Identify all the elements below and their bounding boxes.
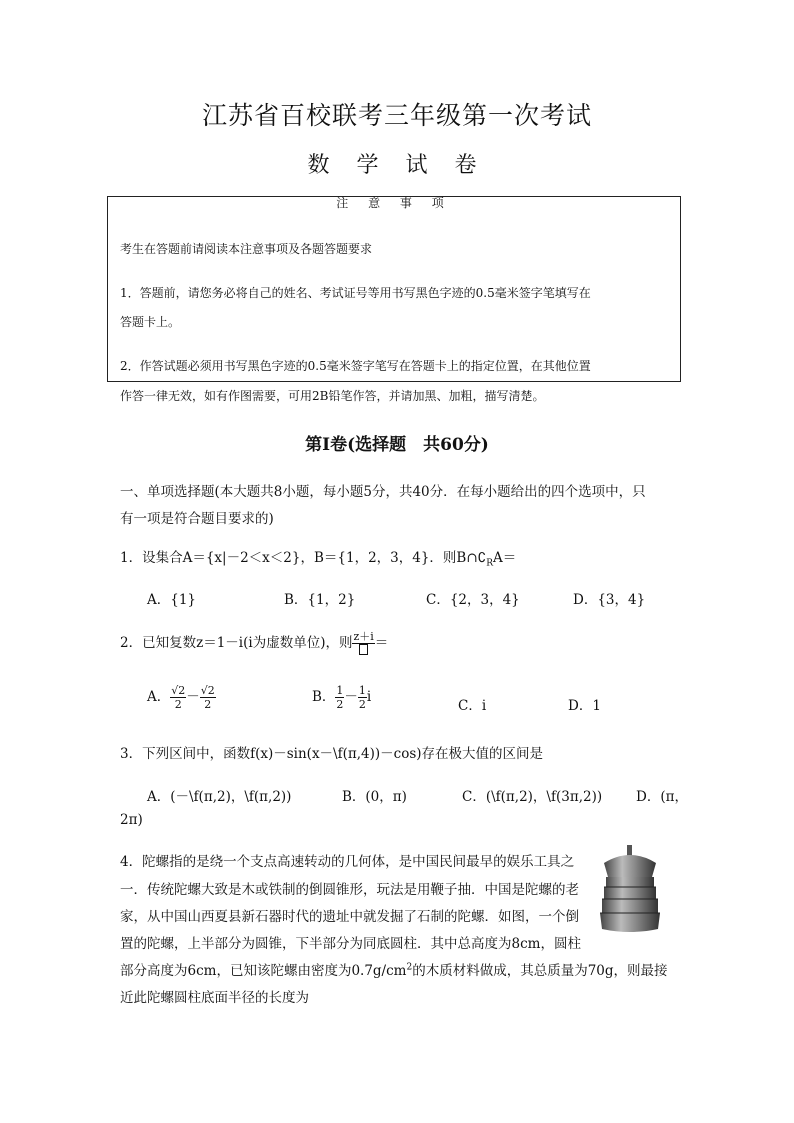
missing-glyph-box xyxy=(359,644,368,655)
q4-line-4: 置的陀螺，上半部分为圆锥，下半部分为同底圆柱．其中总高度为8cm，圆柱 xyxy=(120,936,581,952)
q2-option-a-frac-2 xyxy=(200,684,216,711)
q1-option-c: C．{2，3，4} xyxy=(426,592,520,608)
q2-option-b-frac-1-num: 1 xyxy=(336,684,344,697)
q1-option-b: B．{1，2} xyxy=(284,592,356,608)
notice-item-1-line-1: 1．答题前，请您务必将自己的姓名、考试证号等用书写黑色字迹的0.5毫米签字笔填写在 xyxy=(120,286,591,300)
q1-option-a: A．{1} xyxy=(147,592,197,608)
q2-option-b-frac-1-den: 2 xyxy=(336,698,344,711)
part1-instruction-line-1: 一、单项选择题(本大题共8小题，每小题5分，共40分．在每小题给出的四个选项中，只 xyxy=(120,484,646,500)
q2-option-b-frac-2-den: 2 xyxy=(358,698,366,711)
q2-stem-end: ＝ xyxy=(374,635,389,651)
exam-title: 江苏省百校联考三年级第一次考试 xyxy=(201,101,592,130)
q1-stem-c: A＝ xyxy=(493,550,517,566)
q2-fraction-denominator xyxy=(352,644,374,657)
exam-subtitle: 数 学 试 卷 xyxy=(307,153,487,178)
q2-option-b-frac-2 xyxy=(358,684,367,711)
q2-option-a-frac-1-num: √2 xyxy=(171,684,186,697)
q3-option-c: C．(\f(π,2)，\f(3π,2)) xyxy=(462,789,603,805)
q4-line-3: 家，从中国山西夏县新石器时代的遗址中就发掘了石制的陀螺．如图，一个倒 xyxy=(120,909,579,925)
q3-option-a: A．(－\f(π,2)，\f(π,2)) xyxy=(147,789,292,805)
notice-item-2-line-2: 作答一律无效，如有作图需要，可用2B铅笔作答，并请加黑、加粗，描写清楚。 xyxy=(120,389,545,403)
q2-stem-a: 2．已知复数z＝1－i(i为虚数单位)，则 xyxy=(120,635,353,651)
q4-line-5-a: 部分高度为6cm，已知该陀螺由密度为0.7g/cm xyxy=(120,963,407,979)
q1-stem-sub: R xyxy=(486,558,494,569)
q2-fraction-numerator: z＋i xyxy=(353,630,374,643)
spinning-top-band-2 xyxy=(604,887,656,899)
spinning-top-cone xyxy=(604,855,656,877)
q4-line-1: 4．陀螺指的是绕一个支点高速转动的几何体，是中国民间最早的娱乐工具之 xyxy=(120,854,575,870)
q4-line-5 xyxy=(120,959,668,979)
notice-heading: 注 意 事 项 xyxy=(336,196,452,210)
q2-option-c: C．i xyxy=(458,698,487,714)
q2-option-d: D．1 xyxy=(568,698,601,714)
q1-option-d: D．{3，4} xyxy=(573,592,646,608)
q4-line-5-b: 的木质材料做成，其总质量为70g，则最接 xyxy=(412,963,668,979)
section-title: 第Ⅰ卷(选择题 共60分) xyxy=(305,435,489,455)
q2-option-b-imaginary-unit: i xyxy=(366,689,372,705)
q2-option-a-label: A． xyxy=(147,689,171,705)
q4-line-2: 一．传统陀螺大致是木或铁制的倒圆锥形，玩法是用鞭子抽．中国是陀螺的老 xyxy=(120,882,579,898)
notice-item-1-line-2: 答题卡上。 xyxy=(120,315,181,329)
spinning-top-photo xyxy=(594,843,666,935)
q3-stem: 3．下列区间中，函数f(x)－sin(x－\f(π,4))－cos)存在极大值的区间是 xyxy=(120,746,544,762)
q2-stem xyxy=(120,630,388,657)
q2-option-b xyxy=(312,684,371,711)
q2-option-b-label: B． xyxy=(312,689,336,705)
q4-line-6: 近此陀螺圆柱底面半径的长度为 xyxy=(120,990,309,1006)
part1-instruction-line-2: 有一项是符合题目要求的) xyxy=(120,511,274,527)
q3-option-d-continued: 2π) xyxy=(120,812,143,828)
q1-stem-a: 1．设集合 xyxy=(120,550,183,566)
notice-intro: 考生在答题前请阅读本注意事项及各题答题要求 xyxy=(120,242,373,256)
q3-option-d: D．(π， xyxy=(636,789,688,805)
q3-option-b: B．(0，π) xyxy=(342,789,407,805)
q2-option-a-frac-2-den: 2 xyxy=(204,698,212,711)
q1-stem xyxy=(120,546,516,569)
q2-option-a-minus: － xyxy=(186,689,200,705)
notice-item-2-line-1: 2．作答试题必须用书写黑色字迹的0.5毫米签字笔写在答题卡上的指定位置，在其他位置 xyxy=(120,359,591,373)
q2-option-a xyxy=(147,684,216,711)
q2-option-a-frac-2-num: √2 xyxy=(200,684,215,697)
spinning-top-band-1 xyxy=(606,877,654,887)
spinning-top-band-3 xyxy=(602,899,658,913)
q2-option-b-frac-2-num: 1 xyxy=(358,684,366,697)
q4-line-5-superscript: 2 xyxy=(406,962,413,973)
q2-fraction xyxy=(352,630,374,657)
q2-option-b-minus: － xyxy=(344,689,358,705)
q2-option-a-frac-1-den: 2 xyxy=(174,698,182,711)
spinning-top-base xyxy=(600,913,660,932)
q1-stem-b: A＝{x|－2＜x＜2}，B＝{1，2，3，4}．则B∩∁ xyxy=(182,550,487,566)
q2-option-a-frac-1 xyxy=(170,684,186,711)
